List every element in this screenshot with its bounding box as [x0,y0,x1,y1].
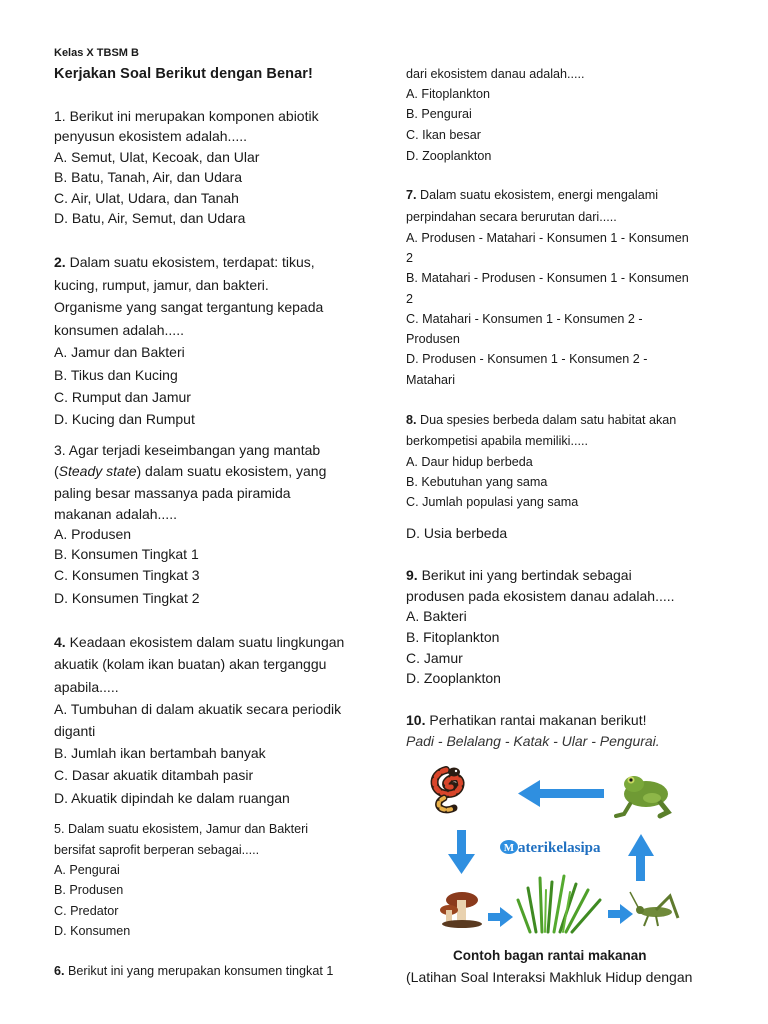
q7-stem-line [406,188,658,202]
class-label: Kelas X TBSM B [54,47,139,59]
q9-option-a: A. Bakteri [406,608,467,624]
q5-option-c: C. Predator [54,904,119,918]
q4-stem-text: Keadaan ekosistem dalam suatu lingkungan [65,634,345,650]
arrow-down-icon [448,830,475,874]
arrow-up-icon [628,834,654,881]
q4-stem-line: apabila..... [54,679,119,695]
q10-stem-text: Perhatikan rantai makanan berikut! [425,712,647,728]
q9-stem-line: produsen pada ekosistem danau adalah..... [406,588,675,604]
arrow-right-icon [488,907,513,927]
q1-option-a: A. Semut, Ulat, Kecoak, dan Ular [54,149,260,165]
q4-option-c: C. Dasar akuatik ditambah pasir [54,767,254,783]
q6-stem-text: Berikut ini yang merupakan konsumen tingkat 1 [64,964,334,978]
q3-stem-line: 3. Agar terjadi keseimbangan yang mantab [54,442,321,458]
arrow-left-icon [518,780,604,807]
q3-option-a: A. Produsen [54,526,132,542]
q7-stem-text: Dalam suatu ekosistem, energi mengalami [416,188,659,202]
q9-option-d: D. Zooplankton [406,670,501,686]
q4-option-a: A. Tumbuhan di dalam akuatik secara periodik [54,701,342,717]
q2-stem-line [54,254,315,270]
rice-plant-icon [518,876,600,932]
q7-option-c: C. Matahari - Konsumen 1 - Konsumen 2 - [406,312,643,326]
q7-option-d: D. Produsen - Konsumen 1 - Konsumen 2 - [406,352,648,366]
q6-option-d: D. Zooplankton [406,149,492,163]
q5-stem-line: bersifat saprofit berperan sebagai..... [54,843,260,857]
materikelasipa-logo [500,840,601,856]
q6-option-b: B. Pengurai [406,107,472,121]
q6-option-c: C. Ikan besar [406,128,481,142]
q6-stem-line [54,964,333,978]
q2-stem-text: Dalam suatu ekosistem, terdapat: tikus, [65,254,315,270]
q3-stem-line: makanan adalah..... [54,506,177,522]
q3-open-paren: ( [54,463,59,479]
q6-option-a: A. Fitoplankton [406,87,491,101]
q7-option-a-cont: 2 [406,251,414,265]
mushroom-icon [440,892,482,928]
q9-option-b: B. Fitoplankton [406,629,500,645]
q6-number: 6. [54,964,65,978]
q3-option-c: C. Konsumen Tingkat 3 [54,567,200,583]
q3-stem-line [54,463,326,479]
snake-icon [435,768,461,810]
logo-text: aterikelasipa [518,840,601,856]
q4-number: 4. [54,634,66,650]
q4-stem-line: akuatik (kolam ikan buatan) akan terganggu [54,656,327,672]
food-chain-diagram [424,760,694,940]
q5-stem-line: 5. Dalam suatu ekosistem, Jamur dan Bakteri [54,822,309,836]
q7-option-d-cont: Matahari [406,373,455,387]
q8-option-b: B. Kebutuhan yang sama [406,475,548,489]
q2-stem-line: Organisme yang sangat tergantung kepada [54,299,324,315]
q7-stem-line: perpindahan secara berurutan dari..... [406,210,617,224]
q10-number: 10. [406,712,426,728]
q7-number: 7. [406,188,417,202]
q9-option-c: C. Jamur [406,650,463,666]
q3-steady-state: Steady state [58,463,137,479]
q3-stem-line: paling besar massanya pada piramida [54,485,291,501]
q10-stem-line [406,712,646,728]
q8-option-d: D. Usia berbeda [406,525,508,541]
q1-option-c: C. Air, Ulat, Udara, dan Tanah [54,190,239,206]
q2-option-d: D. Kucing dan Rumput [54,411,195,427]
grasshopper-icon [630,892,678,926]
q8-number: 8. [406,413,417,427]
frog-icon [616,776,668,816]
q8-stem-line: berkompetisi apabila memiliki..... [406,434,588,448]
q9-stem-text: Berikut ini yang bertindak sebagai [417,567,632,583]
logo-initial: M [503,842,515,854]
q9-stem-line [406,567,632,583]
q4-option-a-cont: diganti [54,723,96,739]
q2-stem-line: konsumen adalah..... [54,322,184,338]
q3-option-b: B. Konsumen Tingkat 1 [54,546,199,562]
q7-option-b: B. Matahari - Produsen - Konsumen 1 - Konsumen [406,271,689,285]
q7-option-c-cont: Produsen [406,332,460,346]
q5-option-b: B. Produsen [54,883,124,897]
q7-option-a: A. Produsen - Matahari - Konsumen 1 - Konsumen [406,231,689,245]
arrow-right-icon [608,904,633,924]
q4-option-b: B. Jumlah ikan bertambah banyak [54,745,266,761]
q10-food-chain: Padi - Belalang - Katak - Ular - Pengurai. [406,733,660,749]
q3-option-d: D. Konsumen Tingkat 2 [54,590,200,606]
q2-option-c: C. Rumput dan Jamur [54,389,191,405]
q6-stem-line: dari ekosistem danau adalah..... [406,67,585,81]
diagram-caption-title: Contoh bagan rantai makanan [453,948,647,963]
q1-stem-line: penyusun ekosistem adalah..... [54,128,248,144]
q1-stem-line: 1. Berikut ini merupakan komponen abiotik [54,108,319,124]
q5-option-a: A. Pengurai [54,863,120,877]
q1-option-b: B. Batu, Tanah, Air, dan Udara [54,169,243,185]
q5-option-d: D. Konsumen [54,924,131,938]
instruction-heading: Kerjakan Soal Berikut dengan Benar! [54,66,313,82]
q8-stem-text: Dua spesies berbeda dalam satu habitat akan [416,413,677,427]
q8-stem-line [406,413,676,427]
q4-option-d: D. Akuatik dipindah ke dalam ruangan [54,790,290,806]
q1-option-d: D. Batu, Air, Semut, dan Udara [54,210,246,226]
q2-option-b: B. Tikus dan Kucing [54,367,178,383]
diagram-caption-subtitle: (Latihan Soal Interaksi Makhluk Hidup dengan [406,969,693,985]
q9-number: 9. [406,567,418,583]
q4-stem-line [54,634,344,650]
q3-stem-rest: ) dalam suatu ekosistem, yang [136,463,327,479]
q8-option-c: C. Jumlah populasi yang sama [406,495,579,509]
q7-option-b-cont: 2 [406,292,414,306]
q2-stem-line: kucing, rumput, jamur, dan bakteri. [54,277,269,293]
q8-option-a: A. Daur hidup berbeda [406,455,533,469]
q2-option-a: A. Jamur dan Bakteri [54,344,185,360]
q2-number: 2. [54,254,66,270]
